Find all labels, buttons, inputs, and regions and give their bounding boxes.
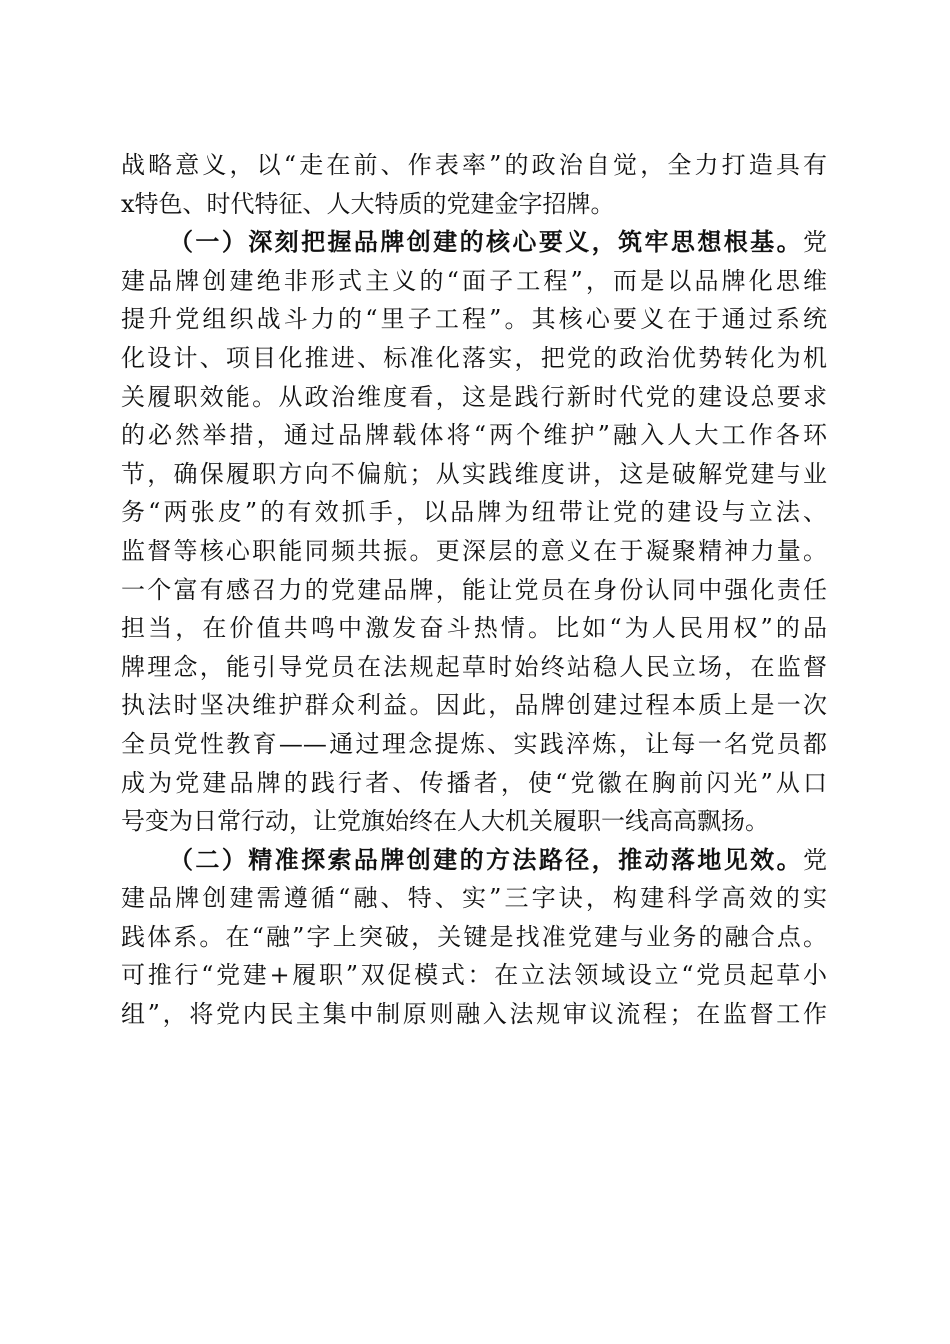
section2-line: 践体系。在“融”字上突破，关键是找准党建与业务的融合点。 [121,922,827,951]
intro-line: x特色、时代特征、人大特质的党建金字招牌。 [121,189,615,218]
section1-first-line [121,223,827,262]
section2-line: 组”，将党内民主集中制原则融入法规审议流程；在监督工作 [121,1000,827,1029]
section1-line: 全员党性教育——通过理念提炼、实践淬炼，让每一名党员都 [121,729,827,758]
section1-line: 牌理念，能引导党员在法规起草时始终站稳人民立场，在监督 [121,652,827,681]
section2-line: 建品牌创建需遵循“融、特、实”三字诀，构建科学高效的实 [121,884,827,913]
section1-line: 成为党建品牌的践行者、传播者，使“党徽在胸前闪光”从口 [121,768,827,797]
section1-line: 关履职效能。从政治维度看，这是践行新时代党的建设总要求 [121,382,827,411]
section1-first-line-rest: 党 [803,228,827,257]
section1-line: 务“两张皮”的有效抓手，以品牌为纽带让党的建设与立法、 [121,498,827,527]
section1-line: 监督等核心职能同频共振。更深层的意义在于凝聚精神力量。 [121,536,827,565]
section1-line: 号变为日常行动，让党旗始终在人大机关履职一线高高飘扬。 [121,807,769,836]
intro-line: 战略意义，以“走在前、作表率”的政治自觉，全力打造具有 [121,151,827,179]
section1-line: 化设计、项目化推进、标准化落实，把党的政治优势转化为机 [121,343,827,372]
section1-line: 的必然举措，通过品牌载体将“两个维护”融入人大工作各环 [121,421,827,450]
section1-line: 一个富有感召力的党建品牌，能让党员在身份认同中强化责任 [121,575,827,604]
section1-line: 执法时坚决维护群众利益。因此，品牌创建过程本质上是一次 [121,691,827,720]
document-body [121,146,827,1034]
section2-heading: （二）精准探索品牌创建的方法路径，推动落地见效。 [169,844,803,874]
section1-heading: （一）深刻把握品牌创建的核心要义，筑牢思想根基。 [169,227,803,257]
section2-line: 可推行“党建+履职”双促模式：在立法领域设立“党员起草小 [121,961,827,990]
section2-first-line [121,841,827,880]
section2-first-line-rest: 党 [803,845,827,874]
section1-line: 提升党组织战斗力的“里子工程”。其核心要义在于通过系统 [121,305,827,334]
section1-line: 建品牌创建绝非形式主义的“面子工程”，而是以品牌化思维 [121,266,827,295]
section1-line: 担当，在价值共鸣中激发奋斗热情。比如“为人民用权”的品 [121,614,827,643]
section1-line: 节，确保履职方向不偏航；从实践维度讲，这是破解党建与业 [121,459,827,488]
